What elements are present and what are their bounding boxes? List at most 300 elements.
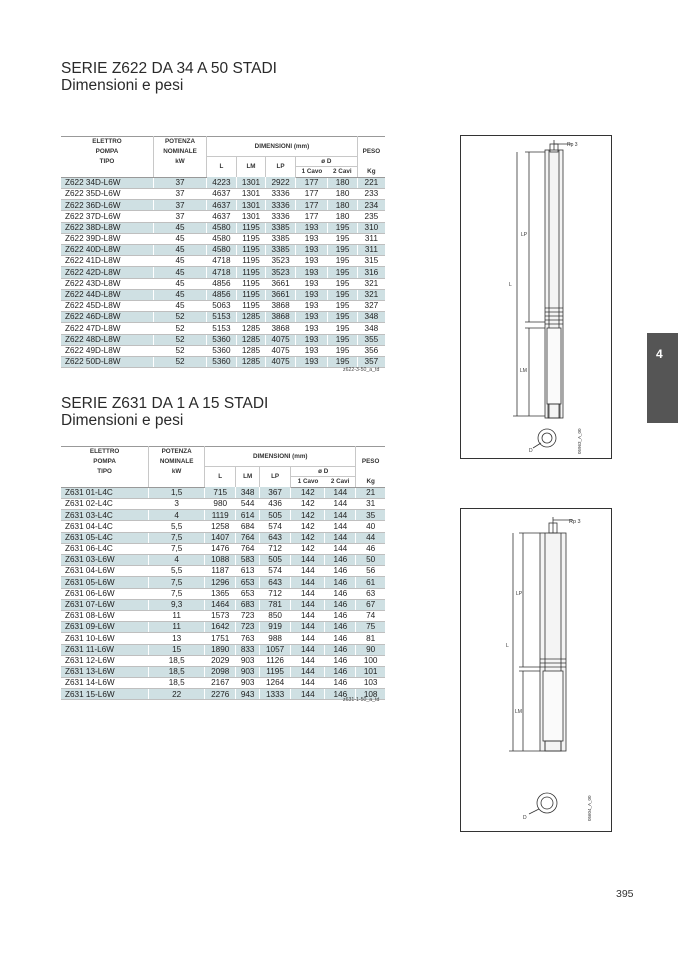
- table-cell: 52: [153, 345, 206, 356]
- header-2cavi: 2 Cavi: [328, 167, 357, 178]
- header-od: ø D: [291, 466, 356, 477]
- table-cell: 193: [295, 245, 328, 256]
- table-cell: 348: [357, 312, 385, 323]
- table-cell: 1,5: [149, 487, 205, 498]
- table-cell: 146: [325, 633, 356, 644]
- section2-subtitle: Dimensioni e pesi: [61, 412, 184, 429]
- header-1cavo: 1 Cavo: [291, 477, 325, 488]
- header-potenza: POTENZA: [149, 447, 205, 457]
- table-cell: Z622 41D-L8W: [61, 256, 153, 267]
- table-cell: 146: [325, 678, 356, 689]
- table-cell: Z631 04-L6W: [61, 566, 149, 577]
- table-cell: 3868: [266, 323, 296, 334]
- table-cell: 46: [356, 543, 385, 554]
- table-row: [61, 289, 385, 300]
- table-cell: 5360: [207, 356, 237, 367]
- table-cell: 13: [149, 633, 205, 644]
- section1-subtitle: Dimensioni e pesi: [61, 77, 184, 94]
- table-row: [61, 543, 385, 554]
- table-cell: 764: [236, 543, 260, 554]
- table-cell: 44: [356, 532, 385, 543]
- table-cell: 1301: [236, 189, 266, 200]
- table-cell: Z622 49D-L8W: [61, 345, 153, 356]
- table-cell: 2167: [205, 678, 236, 689]
- table-cell: 146: [325, 555, 356, 566]
- table-cell: 144: [291, 622, 325, 633]
- table-cell: 144: [291, 678, 325, 689]
- table-cell: 144: [291, 633, 325, 644]
- table-cell: 177: [295, 189, 328, 200]
- table-cell: 195: [328, 256, 357, 267]
- table-row: [61, 610, 385, 621]
- table-cell: 195: [328, 245, 357, 256]
- table1-code: z622-3-50_a_td: [343, 367, 380, 373]
- table-cell: 221: [357, 177, 385, 188]
- table-row: [61, 487, 385, 498]
- table-cell: 193: [295, 312, 328, 323]
- table-row: [61, 323, 385, 334]
- table-cell: Z631 12-L6W: [61, 655, 149, 666]
- table-cell: 1187: [205, 566, 236, 577]
- table-cell: 1464: [205, 599, 236, 610]
- table-row: [61, 532, 385, 543]
- table-cell: 4856: [207, 278, 237, 289]
- table-cell: 15: [149, 644, 205, 655]
- table-cell: Z622 37D-L6W: [61, 211, 153, 222]
- chapter-tab: [647, 333, 678, 423]
- rp-label-2: Rp 3: [569, 519, 581, 525]
- table-cell: 367: [260, 487, 291, 498]
- table-cell: 1126: [260, 655, 291, 666]
- table-cell: 142: [291, 487, 325, 498]
- page-number: 395: [616, 888, 634, 900]
- table-cell: 613: [236, 566, 260, 577]
- table-cell: Z622 40D-L8W: [61, 245, 153, 256]
- table-cell: 146: [325, 622, 356, 633]
- table-cell: 544: [236, 499, 260, 510]
- table-cell: 712: [260, 543, 291, 554]
- table-cell: 316: [357, 267, 385, 278]
- table-cell: 144: [325, 487, 356, 498]
- table-cell: 1333: [260, 689, 291, 700]
- table-cell: 723: [236, 610, 260, 621]
- table-cell: 3: [149, 499, 205, 510]
- table-cell: 146: [325, 588, 356, 599]
- table-cell: 193: [295, 289, 328, 300]
- table-row: [61, 588, 385, 599]
- drawing-code-2: 05604_A_00: [587, 795, 592, 821]
- table-cell: 1195: [236, 245, 266, 256]
- table-cell: 144: [325, 521, 356, 532]
- table-cell: 505: [260, 510, 291, 521]
- table-cell: 144: [291, 555, 325, 566]
- header-kg: Kg: [357, 167, 385, 178]
- table-cell: 903: [236, 655, 260, 666]
- table-cell: 195: [328, 345, 357, 356]
- table-cell: 177: [295, 200, 328, 211]
- table-cell: 52: [153, 323, 206, 334]
- table-row: [61, 177, 385, 188]
- table-cell: 1195: [236, 267, 266, 278]
- table-cell: 144: [291, 666, 325, 677]
- table-cell: 108: [356, 689, 385, 700]
- table-cell: Z631 05-L4C: [61, 532, 149, 543]
- header-l: L: [205, 466, 236, 487]
- table-cell: 74: [356, 610, 385, 621]
- table-cell: 3385: [266, 233, 296, 244]
- table-cell: 37: [153, 177, 206, 188]
- lp-label-2: LP: [516, 591, 523, 597]
- table-cell: 146: [325, 666, 356, 677]
- table-cell: Z622 45D-L8W: [61, 300, 153, 311]
- table-cell: 195: [328, 289, 357, 300]
- table-cell: 234: [357, 200, 385, 211]
- table-cell: 715: [205, 487, 236, 498]
- z622-table-body: [61, 177, 385, 367]
- table-cell: 21: [356, 487, 385, 498]
- table-cell: 4075: [266, 356, 296, 367]
- table-cell: 5,5: [149, 566, 205, 577]
- table-cell: 195: [328, 222, 357, 233]
- table-cell: 193: [295, 267, 328, 278]
- table-cell: 195: [328, 356, 357, 367]
- table-cell: Z631 01-L4C: [61, 487, 149, 498]
- table-cell: 193: [295, 323, 328, 334]
- header-1cavo: 1 Cavo: [295, 167, 328, 178]
- table-cell: 723: [236, 622, 260, 633]
- table-cell: 903: [236, 678, 260, 689]
- table-cell: 67: [356, 599, 385, 610]
- header-kw: kW: [149, 466, 205, 477]
- header-dimensioni: DIMENSIONI (mm): [205, 447, 356, 467]
- table-cell: 1195: [236, 300, 266, 311]
- table-cell: 40: [356, 521, 385, 532]
- table-cell: 56: [356, 566, 385, 577]
- header-2cavi: 2 Cavi: [325, 477, 356, 488]
- table-cell: Z622 47D-L8W: [61, 323, 153, 334]
- table-cell: 146: [325, 577, 356, 588]
- table-cell: 144: [325, 532, 356, 543]
- table-cell: 180: [328, 189, 357, 200]
- table-cell: 45: [153, 300, 206, 311]
- table-cell: 315: [357, 256, 385, 267]
- table-row: [61, 566, 385, 577]
- table-cell: 4637: [207, 189, 237, 200]
- table-cell: 52: [153, 312, 206, 323]
- header-pompa: POMPA: [61, 147, 153, 157]
- header-peso: PESO: [356, 447, 385, 477]
- header-nominale: NOMINALE: [149, 457, 205, 467]
- table-cell: 574: [260, 521, 291, 532]
- table-cell: 146: [325, 689, 356, 700]
- table-cell: 321: [357, 278, 385, 289]
- table-cell: 4580: [207, 222, 237, 233]
- table-cell: 142: [291, 510, 325, 521]
- table-cell: 37: [153, 211, 206, 222]
- table-cell: 4718: [207, 267, 237, 278]
- table-cell: 1301: [236, 211, 266, 222]
- table-cell: 833: [236, 644, 260, 655]
- table-cell: Z631 09-L6W: [61, 622, 149, 633]
- z631-dimensions-table: [61, 446, 385, 700]
- table-cell: 144: [325, 543, 356, 554]
- table-cell: 195: [328, 278, 357, 289]
- table-row: [61, 267, 385, 278]
- table-cell: 45: [153, 222, 206, 233]
- table-cell: 4856: [207, 289, 237, 300]
- table-cell: 4718: [207, 256, 237, 267]
- table-row: [61, 499, 385, 510]
- header-od: ø D: [295, 156, 357, 167]
- table-cell: 37: [153, 200, 206, 211]
- header-nominale: NOMINALE: [153, 147, 206, 157]
- table-cell: Z631 03-L6W: [61, 555, 149, 566]
- table-cell: 193: [295, 334, 328, 345]
- table-cell: 144: [291, 577, 325, 588]
- table-row: [61, 689, 385, 700]
- table-cell: Z622 36D-L6W: [61, 200, 153, 211]
- table-cell: 45: [153, 233, 206, 244]
- table-cell: 18,5: [149, 655, 205, 666]
- table-cell: 103: [356, 678, 385, 689]
- table-cell: 18,5: [149, 678, 205, 689]
- table-cell: 4637: [207, 200, 237, 211]
- table-cell: 3523: [266, 256, 296, 267]
- table-cell: 684: [236, 521, 260, 532]
- table-cell: 1285: [236, 356, 266, 367]
- table-cell: 321: [357, 289, 385, 300]
- table-cell: 193: [295, 356, 328, 367]
- header-kg: Kg: [356, 477, 385, 488]
- table-cell: 5,5: [149, 521, 205, 532]
- table-cell: 144: [325, 510, 356, 521]
- table-cell: 63: [356, 588, 385, 599]
- table-cell: 7,5: [149, 588, 205, 599]
- table-cell: 1751: [205, 633, 236, 644]
- table-cell: 1195: [260, 666, 291, 677]
- table-cell: 643: [260, 532, 291, 543]
- table-row: [61, 256, 385, 267]
- table-cell: 195: [328, 312, 357, 323]
- chapter-number: 4: [656, 347, 663, 361]
- table-cell: Z631 10-L6W: [61, 633, 149, 644]
- table-cell: 193: [295, 345, 328, 356]
- table-cell: 781: [260, 599, 291, 610]
- table-cell: 2276: [205, 689, 236, 700]
- table-row: [61, 521, 385, 532]
- table-row: [61, 356, 385, 367]
- z622-dimensions-table: [61, 136, 385, 368]
- table-cell: 5063: [207, 300, 237, 311]
- table-cell: 919: [260, 622, 291, 633]
- table-cell: Z622 34D-L6W: [61, 177, 153, 188]
- table-cell: Z622 38D-L8W: [61, 222, 153, 233]
- table-cell: Z622 39D-L8W: [61, 233, 153, 244]
- table-cell: 4223: [207, 177, 237, 188]
- table-cell: 1195: [236, 233, 266, 244]
- table-cell: 52: [153, 356, 206, 367]
- table-row: [61, 666, 385, 677]
- table-row: [61, 245, 385, 256]
- table-row: [61, 678, 385, 689]
- table-cell: 144: [291, 599, 325, 610]
- table-cell: 1258: [205, 521, 236, 532]
- table-cell: 1296: [205, 577, 236, 588]
- table-cell: Z631 02-L4C: [61, 499, 149, 510]
- table-cell: 195: [328, 267, 357, 278]
- l-label-2: L: [506, 643, 509, 649]
- d-label-1: D: [529, 448, 533, 454]
- section1-title: SERIE Z622 DA 34 A 50 STADI: [61, 60, 277, 77]
- table-cell: 1195: [236, 256, 266, 267]
- pump-drawing-z631: [460, 508, 612, 832]
- table-cell: 1476: [205, 543, 236, 554]
- table-cell: 310: [357, 222, 385, 233]
- table-cell: Z631 15-L6W: [61, 689, 149, 700]
- table-cell: 712: [260, 588, 291, 599]
- table-cell: 683: [236, 599, 260, 610]
- lm-label-2: LM: [515, 709, 522, 715]
- table-cell: 1285: [236, 334, 266, 345]
- table-cell: 144: [291, 689, 325, 700]
- table-cell: 4637: [207, 211, 237, 222]
- table-cell: 37: [153, 189, 206, 200]
- table-cell: 574: [260, 566, 291, 577]
- z631-table-body: [61, 487, 385, 700]
- table-cell: 45: [153, 278, 206, 289]
- table-cell: Z631 11-L6W: [61, 644, 149, 655]
- table-cell: 144: [291, 566, 325, 577]
- table-cell: 1642: [205, 622, 236, 633]
- table-cell: 193: [295, 278, 328, 289]
- table-row: [61, 189, 385, 200]
- header-lm: LM: [236, 156, 266, 177]
- table-cell: 1890: [205, 644, 236, 655]
- header-elettro: ELETTRO: [61, 447, 149, 457]
- table-cell: 195: [328, 300, 357, 311]
- table-cell: 1285: [236, 323, 266, 334]
- table-cell: 146: [325, 610, 356, 621]
- rp-label-1: Rp 3: [567, 142, 578, 148]
- table-row: [61, 300, 385, 311]
- table-cell: 142: [291, 521, 325, 532]
- table-cell: 18,5: [149, 666, 205, 677]
- table-cell: 311: [357, 245, 385, 256]
- table-cell: 1195: [236, 289, 266, 300]
- table-cell: 50: [356, 555, 385, 566]
- table-cell: 22: [149, 689, 205, 700]
- table-cell: 4580: [207, 245, 237, 256]
- table-cell: 1301: [236, 177, 266, 188]
- table-cell: Z631 04-L4C: [61, 521, 149, 532]
- table-cell: 1285: [236, 345, 266, 356]
- table-row: [61, 655, 385, 666]
- table-cell: 2029: [205, 655, 236, 666]
- table-cell: 142: [291, 499, 325, 510]
- table-row: [61, 622, 385, 633]
- table-cell: 235: [357, 211, 385, 222]
- table-row: [61, 211, 385, 222]
- table-cell: 1088: [205, 555, 236, 566]
- table-row: [61, 555, 385, 566]
- table-cell: 146: [325, 655, 356, 666]
- table-cell: 61: [356, 577, 385, 588]
- table-cell: Z631 06-L4C: [61, 543, 149, 554]
- table-cell: 180: [328, 211, 357, 222]
- table-cell: 142: [291, 532, 325, 543]
- table-cell: 764: [236, 532, 260, 543]
- table-cell: 144: [291, 588, 325, 599]
- table-cell: 9,3: [149, 599, 205, 610]
- header-tipo: TIPO: [61, 466, 149, 477]
- table-cell: 31: [356, 499, 385, 510]
- table-cell: 356: [357, 345, 385, 356]
- table-cell: 3868: [266, 300, 296, 311]
- table-cell: 2098: [205, 666, 236, 677]
- table-cell: 1119: [205, 510, 236, 521]
- table-cell: Z622 43D-L8W: [61, 278, 153, 289]
- table-cell: 180: [328, 200, 357, 211]
- table-row: [61, 200, 385, 211]
- table-cell: 101: [356, 666, 385, 677]
- table-cell: 52: [153, 334, 206, 345]
- table-cell: 5360: [207, 334, 237, 345]
- table-cell: 193: [295, 222, 328, 233]
- table-cell: 146: [325, 599, 356, 610]
- table-cell: 5153: [207, 312, 237, 323]
- table-row: [61, 334, 385, 345]
- table-cell: 311: [357, 233, 385, 244]
- table-cell: 1301: [236, 200, 266, 211]
- l-label-1: L: [509, 282, 512, 288]
- lm-label-1: LM: [520, 368, 527, 374]
- table-cell: 2922: [266, 177, 296, 188]
- table-cell: 7,5: [149, 532, 205, 543]
- table-cell: 903: [236, 666, 260, 677]
- table-row: [61, 312, 385, 323]
- table-cell: 1407: [205, 532, 236, 543]
- table-row: [61, 510, 385, 521]
- table-cell: 357: [357, 356, 385, 367]
- table-cell: 45: [153, 289, 206, 300]
- table-cell: 1285: [236, 312, 266, 323]
- table-cell: 436: [260, 499, 291, 510]
- table-cell: Z631 03-L4C: [61, 510, 149, 521]
- table-cell: 355: [357, 334, 385, 345]
- table-cell: 3661: [266, 278, 296, 289]
- table-cell: 614: [236, 510, 260, 521]
- table-cell: 75: [356, 622, 385, 633]
- table-cell: 1365: [205, 588, 236, 599]
- table-cell: 35: [356, 510, 385, 521]
- table-cell: 3523: [266, 267, 296, 278]
- table-cell: Z622 46D-L8W: [61, 312, 153, 323]
- table-cell: 3385: [266, 245, 296, 256]
- table-cell: Z631 13-L6W: [61, 666, 149, 677]
- table-cell: 193: [295, 233, 328, 244]
- header-lm: LM: [236, 466, 260, 487]
- table-cell: 653: [236, 577, 260, 588]
- table-cell: 11: [149, 610, 205, 621]
- table-cell: 193: [295, 300, 328, 311]
- table-cell: 3336: [266, 189, 296, 200]
- table-cell: 195: [328, 233, 357, 244]
- table-cell: 177: [295, 177, 328, 188]
- table-cell: 4075: [266, 345, 296, 356]
- table-cell: 4075: [266, 334, 296, 345]
- table-cell: 4: [149, 510, 205, 521]
- table-cell: Z622 44D-L8W: [61, 289, 153, 300]
